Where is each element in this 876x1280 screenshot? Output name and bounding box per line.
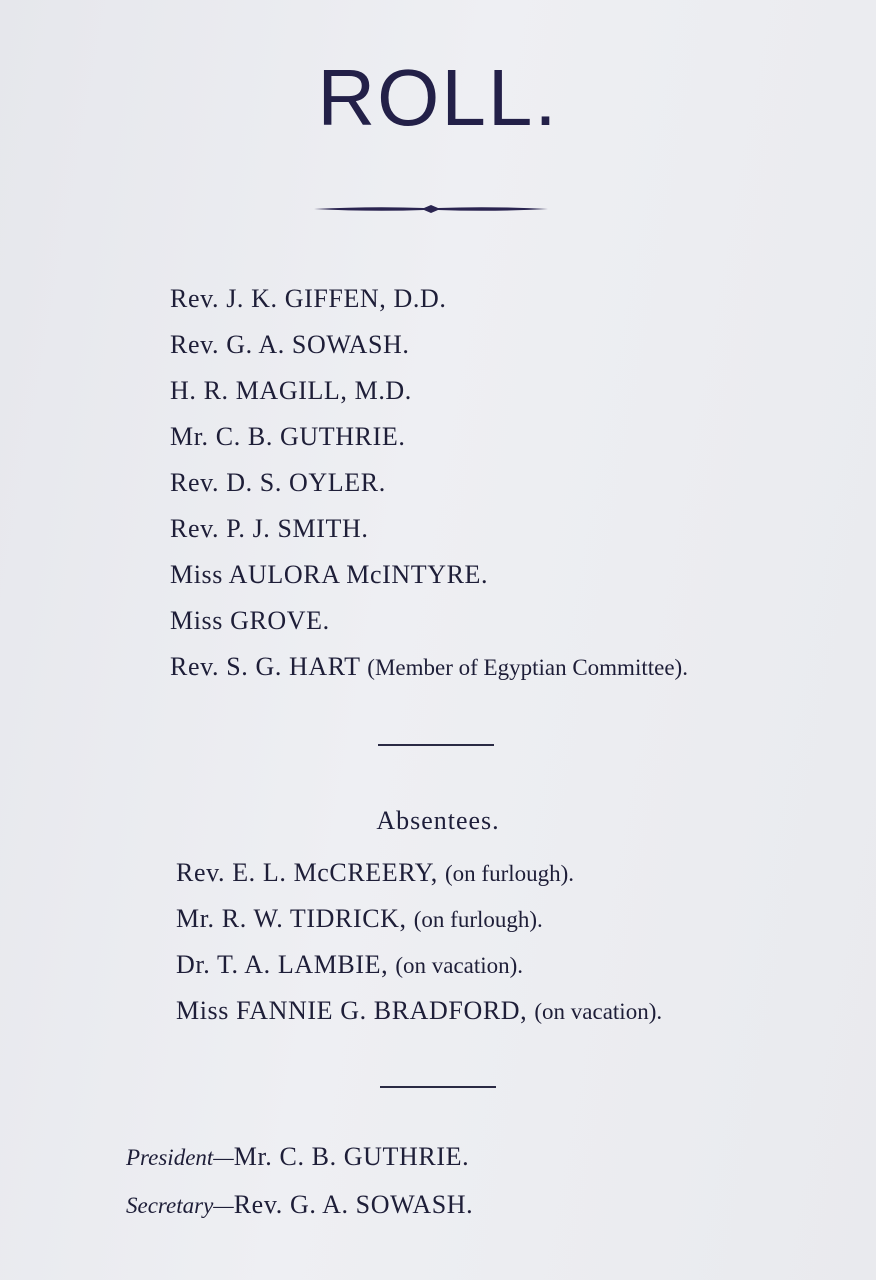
entry-note: (on vacation). [534, 999, 663, 1024]
roll-entry [170, 422, 688, 468]
section-rule [378, 744, 494, 746]
roll-entry [170, 330, 688, 376]
entry-prefix: Rev. [170, 468, 220, 497]
entry-prefix: Mr. [176, 904, 215, 933]
roll-entry [170, 376, 688, 422]
roll-entry [170, 514, 688, 560]
roll-entry [170, 652, 688, 698]
entry-prefix: Mr. [170, 422, 209, 451]
entry-prefix: Miss [170, 606, 223, 635]
absentee-entry [176, 904, 662, 950]
entry-prefix: Rev. [170, 330, 220, 359]
entry-name: T. A. LAMBIE, [216, 950, 389, 979]
entry-prefix: Miss [176, 996, 229, 1025]
entry-prefix: Rev. [170, 652, 220, 681]
absentee-entry [176, 858, 662, 904]
entry-name: G. A. SOWASH. [226, 330, 410, 359]
absentee-entry [176, 950, 662, 996]
officer-role: Secretary— [126, 1193, 234, 1218]
absentees-heading: Absentees. [376, 806, 500, 835]
officer-entry [126, 1142, 473, 1190]
officers-list [126, 1142, 473, 1238]
entry-prefix: Rev. [233, 1190, 283, 1219]
entry-prefix: Rev. [170, 514, 220, 543]
entry-name: C. B. GUTHRIE. [279, 1142, 470, 1171]
entry-note: (on vacation). [395, 953, 524, 978]
officer-entry [126, 1190, 473, 1238]
entry-prefix: Miss [170, 560, 223, 589]
entry-name: H. R. MAGILL, M.D. [170, 376, 412, 405]
roll-entry [170, 284, 688, 330]
roll-list [170, 284, 688, 698]
entry-prefix: Rev. [170, 284, 220, 313]
entry-name: E. L. McCREERY, [232, 858, 438, 887]
roll-entry [170, 560, 688, 606]
entry-prefix: Dr. [176, 950, 211, 979]
roll-entry [170, 606, 688, 652]
entry-note: (Member of Egyptian Committee). [367, 655, 688, 680]
ornament-divider [312, 201, 550, 217]
entry-note: (on furlough). [413, 907, 543, 932]
roll-entry [170, 468, 688, 514]
entry-prefix: Mr. [233, 1142, 273, 1171]
entry-name: R. W. TIDRICK, [221, 904, 407, 933]
officer-role: President— [126, 1145, 234, 1170]
section-rule [380, 1086, 496, 1088]
page-title: ROLL. [317, 53, 559, 142]
entry-name: D. S. OYLER. [226, 468, 386, 497]
entry-name: GROVE. [230, 606, 330, 635]
absentee-entry [176, 996, 662, 1042]
entry-name: J. K. GIFFEN, D.D. [226, 284, 447, 313]
absentees-list [176, 858, 662, 1042]
entry-name: C. B. GUTHRIE. [215, 422, 406, 451]
entry-prefix: Rev. [176, 858, 226, 887]
entry-name: S. G. HART [226, 652, 361, 681]
entry-name: AULORA McINTYRE. [228, 560, 489, 589]
entry-name: G. A. SOWASH. [289, 1190, 474, 1219]
entry-name: P. J. SMITH. [226, 514, 369, 543]
entry-note: (on furlough). [445, 861, 575, 886]
entry-name: FANNIE G. BRADFORD, [236, 996, 528, 1025]
